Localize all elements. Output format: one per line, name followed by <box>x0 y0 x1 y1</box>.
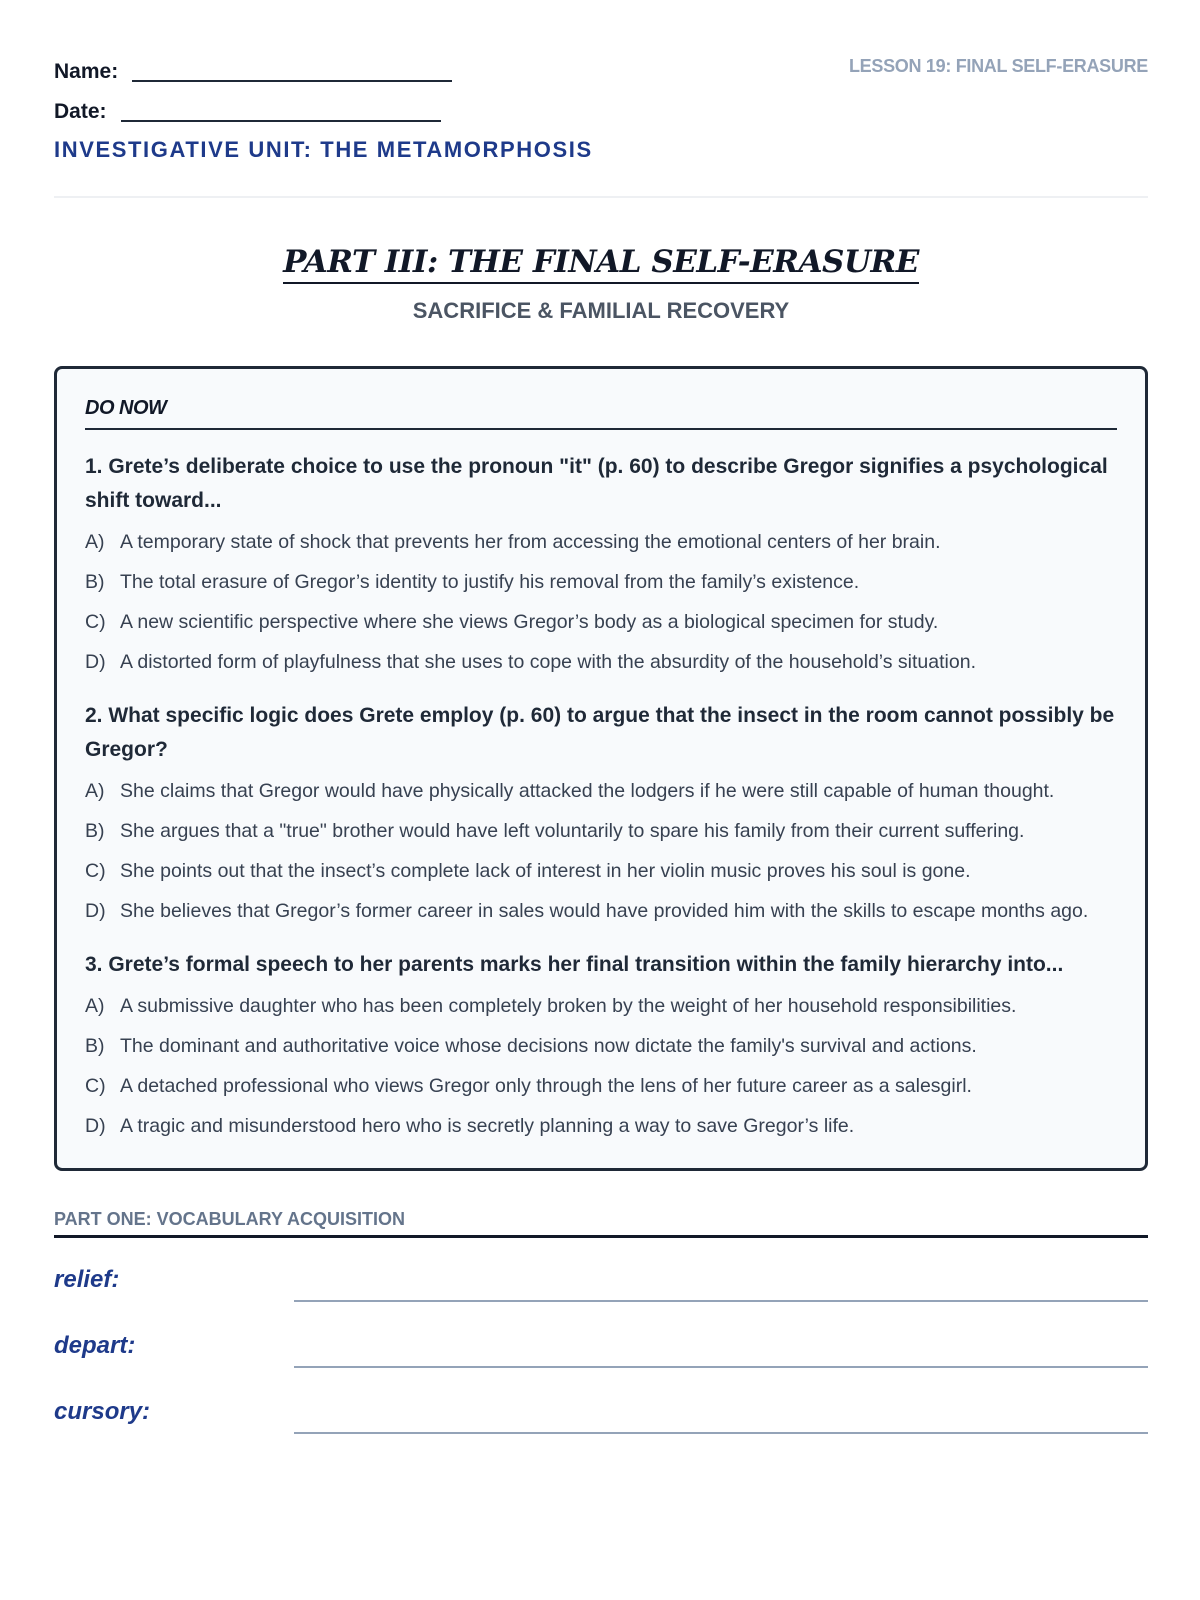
definition-blank-line[interactable] <box>294 1432 1148 1434</box>
worksheet-header <box>54 0 1148 198</box>
option-letter: B) <box>85 571 105 593</box>
option-text: She argues that a "true" brother would have left voluntarily to spare his family from their current suffering. <box>120 820 1025 842</box>
option-text: A submissive daughter who has been completely broken by the weight of her household responsibilities. <box>120 995 1017 1017</box>
name-label: Name: <box>54 60 119 83</box>
definition-blank-line[interactable] <box>294 1366 1148 1368</box>
answer-option[interactable] <box>85 990 1117 1023</box>
option-text: The dominant and authoritative voice whose decisions now dictate the family's survival and actions. <box>120 1035 977 1057</box>
option-letter: C) <box>85 1075 106 1097</box>
option-letter: D) <box>85 651 106 673</box>
option-text: A distorted form of playfulness that she uses to cope with the absurdity of the household’s situation. <box>120 651 976 673</box>
option-letter: D) <box>85 900 106 922</box>
page-title: PART III: THE FINAL SELF-ERASURE <box>283 244 919 284</box>
vocabulary-row <box>54 1370 1148 1436</box>
answer-option[interactable] <box>85 895 1117 928</box>
answer-option[interactable] <box>85 646 1117 679</box>
date-blank-line[interactable] <box>121 96 441 122</box>
option-letter: B) <box>85 820 105 842</box>
option-letter: B) <box>85 1035 105 1057</box>
question-text: 3. Grete’s formal speech to her parents marks her final transition within the family hierarchy into... <box>85 953 1064 976</box>
option-letter: A) <box>85 531 105 553</box>
question-3 <box>85 948 1117 1143</box>
definition-blank-line[interactable] <box>294 1300 1148 1302</box>
option-text: A temporary state of shock that prevents her from accessing the emotional centers of her brain. <box>120 531 941 553</box>
name-field-row <box>54 56 452 84</box>
option-letter: C) <box>85 860 106 882</box>
option-text: She points out that the insect’s complete lack of interest in her violin music proves his soul is gone. <box>120 860 971 882</box>
do-now-heading: DO NOW <box>85 397 1117 430</box>
answer-option[interactable] <box>85 606 1117 639</box>
vocabulary-heading: PART ONE: VOCABULARY ACQUISITION <box>54 1209 1148 1238</box>
option-letter: A) <box>85 780 105 802</box>
lesson-label: LESSON 19: FINAL SELF-ERASURE <box>848 56 1148 76</box>
title-block <box>54 244 1148 324</box>
option-letter: D) <box>85 1115 106 1137</box>
unit-title: INVESTIGATIVE UNIT: THE METAMORPHOSIS <box>54 137 593 162</box>
question-1 <box>85 450 1117 679</box>
answer-option[interactable] <box>85 775 1117 808</box>
vocabulary-word: cursory: <box>54 1398 151 1425</box>
option-text: She claims that Gregor would have physically attacked the lodgers if he were still capable of human thought. <box>120 780 1055 802</box>
do-now-box <box>54 366 1148 1171</box>
vocabulary-list <box>54 1238 1148 1436</box>
question-text: 2. What specific logic does Grete employ (p. 60) to argue that the insect in the room cannot possibly be Gregor? <box>85 704 1115 761</box>
page-subtitle: SACRIFICE & FAMILIAL RECOVERY <box>412 298 790 323</box>
vocabulary-row <box>54 1238 1148 1304</box>
option-text: A new scientific perspective where she views Gregor’s body as a biological specimen for study. <box>120 611 939 633</box>
vocabulary-word: relief: <box>54 1266 120 1293</box>
option-text: A tragic and misunderstood hero who is secretly planning a way to save Gregor’s life. <box>120 1115 855 1137</box>
date-label: Date: <box>54 100 107 123</box>
question-text: 1. Grete’s deliberate choice to use the pronoun "it" (p. 60) to describe Gregor signifies a psychological shift toward... <box>85 455 1108 512</box>
name-blank-line[interactable] <box>132 56 452 82</box>
option-text: She believes that Gregor’s former career in sales would have provided him with the skills to escape months ago. <box>120 900 1089 922</box>
option-letter: A) <box>85 995 105 1017</box>
option-letter: C) <box>85 611 106 633</box>
answer-option[interactable] <box>85 566 1117 599</box>
question-2 <box>85 699 1117 928</box>
answer-option[interactable] <box>85 855 1117 888</box>
answer-option[interactable] <box>85 1030 1117 1063</box>
answer-option[interactable] <box>85 815 1117 848</box>
answer-option[interactable] <box>85 1110 1117 1143</box>
option-text: The total erasure of Gregor’s identity to justify his removal from the family’s existence. <box>120 571 860 593</box>
worksheet-page <box>54 0 1148 1436</box>
vocabulary-row <box>54 1304 1148 1370</box>
option-text: A detached professional who views Gregor only through the lens of her future career as a salesgirl. <box>120 1075 972 1097</box>
date-field-row <box>54 96 441 124</box>
question-list <box>85 450 1117 1143</box>
answer-option[interactable] <box>85 526 1117 559</box>
vocabulary-word: depart: <box>54 1332 136 1359</box>
answer-option[interactable] <box>85 1070 1117 1103</box>
